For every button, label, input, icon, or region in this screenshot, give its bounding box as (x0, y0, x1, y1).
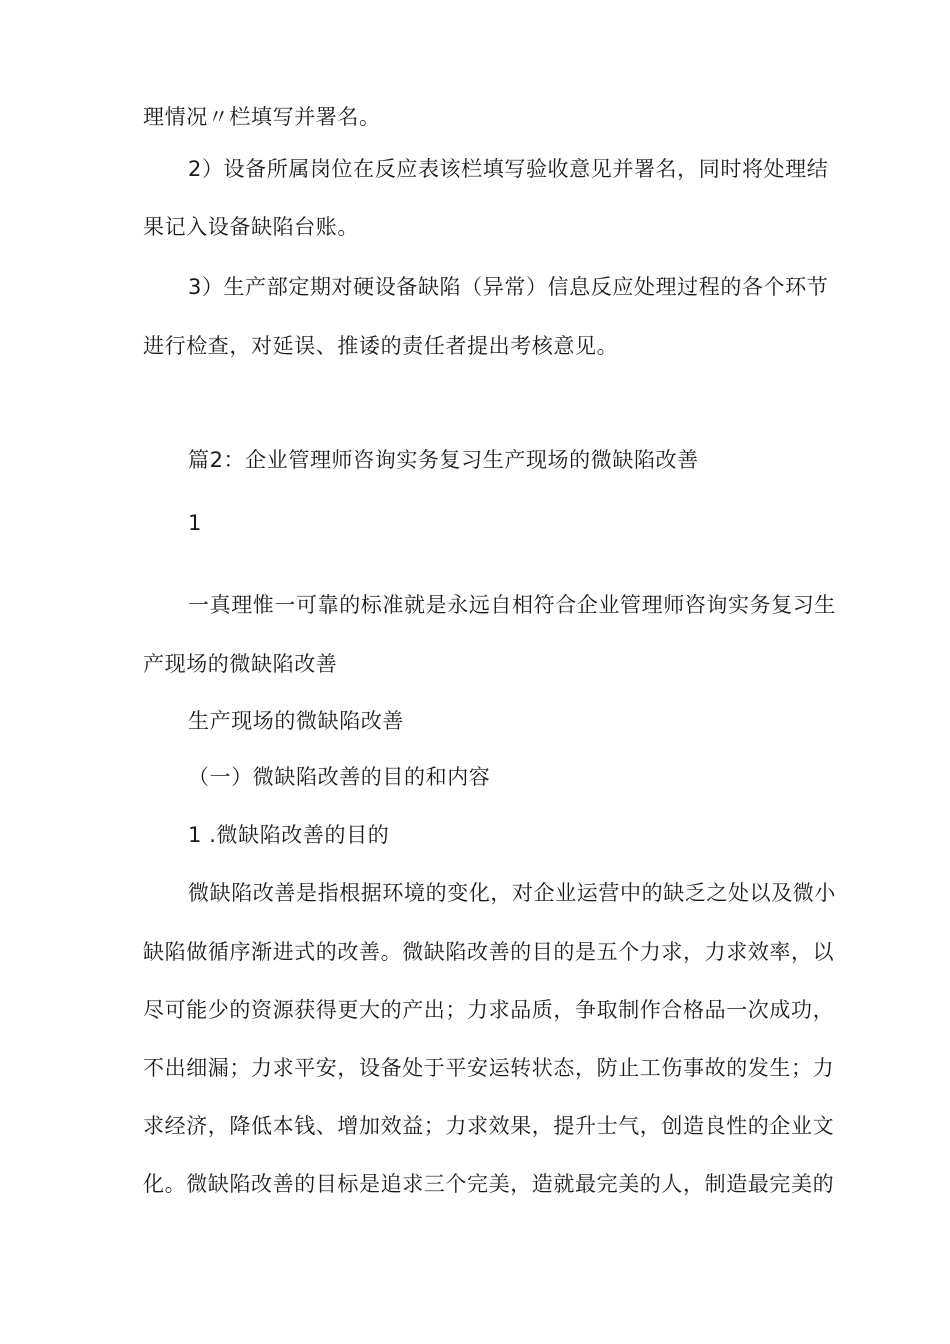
subheading: 生产现场的微缺陷改善 (188, 709, 404, 733)
text-line: 不出细漏；力求平安，设备处于平安运转状态，防止工伤事故的发生；力 (143, 1056, 835, 1080)
text-line: 求经济，降低本钱、增加效益；力求效果，提升士气，创造良性的企业文 (143, 1114, 835, 1138)
text-line: 3）生产部定期对硬设备缺陷（异常）信息反应处理过程的各个环节 (188, 275, 829, 299)
text-line: 产现场的微缺陷改善 (143, 652, 338, 676)
text-line: 微缺陷改善是指根据环境的变化，对企业运营中的缺乏之处以及微小 (188, 881, 836, 905)
section-number: 1 (188, 511, 202, 535)
text-line: 一真理惟一可靠的标准就是永远自相符合企业管理师咨询实务复习生 (188, 593, 836, 617)
text-line: 化。微缺陷改善的目标是追求三个完美，造就最完美的人，制造最完美的 (143, 1172, 835, 1196)
text-line: 2）设备所属岗位在反应表该栏填写验收意见并署名，同时将处理结 (188, 157, 829, 181)
text-line: 缺陷做循序渐进式的改善。微缺陷改善的目的是五个力求，力求效率，以 (143, 940, 835, 964)
text-line: 果记入设备缺陷台账。 (143, 215, 359, 239)
text-line: 理情况〃栏填写并署名。 (143, 105, 381, 129)
subheading: （一）微缺陷改善的目的和内容 (188, 765, 491, 789)
text-line: 进行检查，对延误、推诿的责任者提出考核意见。 (143, 334, 619, 358)
text-line: 尽可能少的资源获得更大的产出；力求品质，争取制作合格品一次成功， (143, 998, 835, 1022)
subheading: 1 .微缺陷改善的目的 (188, 823, 390, 847)
section-heading: 篇2：企业管理师咨询实务复习生产现场的微缺陷改善 (188, 448, 699, 472)
